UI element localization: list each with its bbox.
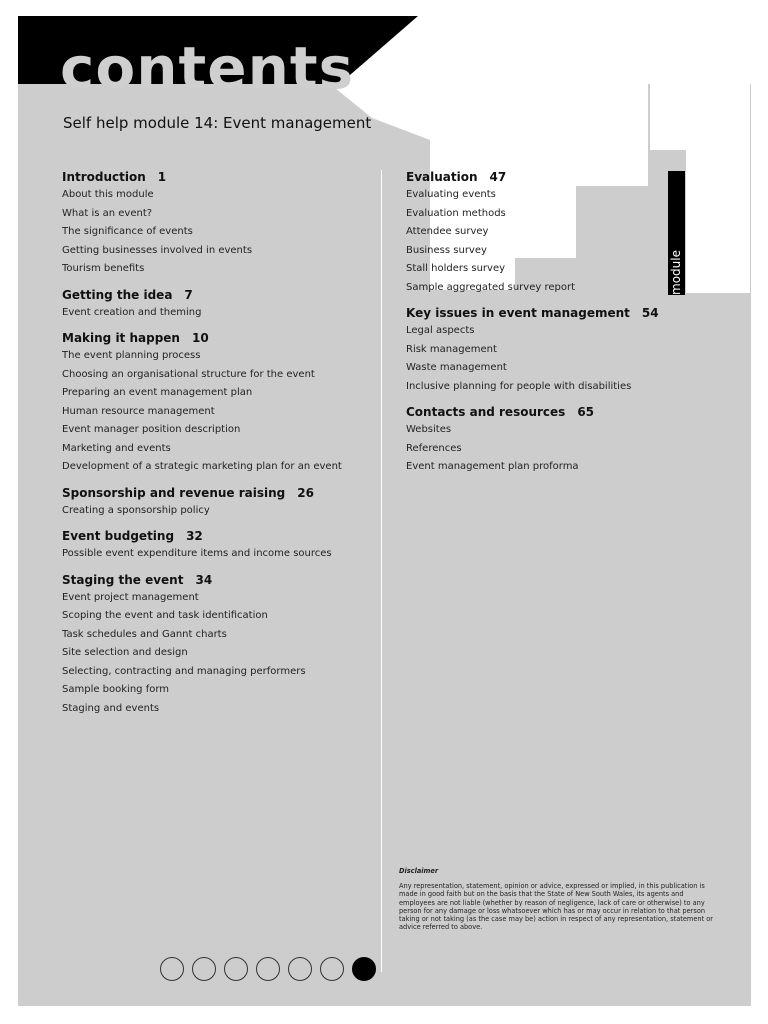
toc-page-number: 7	[184, 287, 193, 302]
toc-heading-text: Key issues in event management	[406, 306, 630, 320]
toc-section	[62, 329, 382, 477]
toc-section	[62, 484, 382, 521]
toc-entry: Evaluating events	[406, 189, 496, 200]
toc-heading-text: Evaluation	[406, 170, 478, 184]
toc-entry: Event project management	[62, 591, 199, 603]
disclaimer-text: Any representation, statement, opinion or advice, expressed or implied, in this publication is made in good faith but on the basis that the State of New South Wales, its agents and employees are not liable (whether by reason of negligence, lack of care or otherwise) to any person for any damage or loss whatsoever which has or may occur in relation to that person taking or not taking (as the case may be) action in respect of any representation, statement or advice referred to above.	[399, 882, 714, 932]
toc-page-number: 32	[186, 529, 203, 543]
toc-entry: Sample booking form	[62, 684, 170, 695]
toc-page-number: 1	[157, 170, 167, 184]
toc-entry: Development of a strategic marketing plan for an event	[62, 461, 342, 472]
toc-heading-text: Staging the event	[62, 572, 184, 587]
toc-entry: Waste management	[406, 362, 507, 373]
toc-entry: About this module	[62, 189, 154, 200]
toc-entry: Marketing and events	[62, 442, 171, 454]
toc-entry: Evaluation methods	[406, 207, 506, 219]
toc-page-number: 26	[297, 485, 314, 500]
toc-section-heading	[62, 329, 382, 347]
toc-entry: Event creation and theming	[62, 306, 202, 318]
page-dot	[224, 957, 248, 981]
toc-section-heading	[62, 484, 382, 502]
toc-entry: Stall holders survey	[406, 263, 506, 274]
toc-entry: Site selection and design	[62, 647, 188, 658]
toc-entry: Selecting, contracting and managing performers	[62, 665, 306, 677]
toc-page-number: 47	[489, 170, 507, 184]
toc-entry: Attendee survey	[406, 226, 489, 237]
toc-entry: References	[406, 442, 462, 454]
disclaimer	[399, 867, 717, 931]
page-dot	[160, 957, 184, 981]
toc-section	[406, 304, 726, 396]
disclaimer-title: Disclaimer	[399, 867, 439, 875]
toc-entry: The significance of events	[62, 226, 193, 237]
toc-section-heading	[406, 168, 726, 186]
toc-entry: The event planning process	[62, 350, 201, 361]
toc-section	[62, 168, 382, 279]
page-dot	[288, 957, 312, 981]
toc-entry: Event manager position description	[62, 424, 241, 435]
toc-entry: Task schedules and Gannt charts	[62, 628, 227, 640]
page-dot	[320, 957, 344, 981]
module-tab-label: module	[669, 250, 683, 295]
toc-entry: Event management plan proforma	[406, 461, 579, 472]
toc-entry: Human resource management	[62, 405, 215, 417]
active-page-dot	[352, 957, 376, 981]
toc-page-number: 65	[577, 405, 595, 419]
toc-section-heading	[62, 527, 382, 545]
toc-heading-text: Introduction	[62, 170, 146, 184]
toc-entry: Sample aggregated survey report	[406, 281, 575, 293]
toc-entry: Possible event expenditure items and income sources	[62, 548, 332, 559]
toc-heading-text: Contacts and resources	[406, 405, 566, 419]
toc-section	[62, 286, 382, 323]
toc-section-heading	[62, 571, 382, 589]
page-dot	[256, 957, 280, 981]
toc-page-number: 34	[195, 572, 213, 587]
toc-page-number: 10	[191, 331, 209, 345]
toc-section-heading	[62, 168, 382, 186]
toc-entry: Scoping the event and task identification	[62, 610, 268, 621]
toc-entry: Risk management	[406, 343, 497, 355]
contents-left-column	[62, 168, 382, 725]
toc-section-heading	[406, 403, 726, 421]
toc-entry: Choosing an organisational structure for the event	[62, 368, 315, 380]
toc-heading-text: Making it happen	[62, 331, 180, 345]
page-dot	[192, 957, 216, 981]
toc-section	[62, 527, 382, 564]
page-title: contents	[60, 34, 355, 102]
toc-section-heading	[62, 286, 382, 304]
toc-section	[406, 403, 726, 477]
toc-entry: Tourism benefits	[62, 263, 145, 274]
contents-right-column	[406, 168, 726, 484]
toc-entry: Preparing an event management plan	[62, 387, 253, 398]
toc-section-heading	[406, 304, 726, 322]
toc-entry: Legal aspects	[406, 325, 475, 336]
toc-section	[406, 168, 726, 297]
toc-entry: What is an event?	[62, 207, 153, 219]
toc-entry: Getting businesses involved in events	[62, 244, 253, 256]
module-subtitle: Self help module 14: Event management	[63, 114, 372, 132]
toc-entry: Websites	[406, 424, 452, 435]
toc-entry: Staging and events	[62, 702, 160, 714]
toc-section	[62, 571, 382, 719]
toc-entry: Business survey	[406, 244, 487, 256]
page-indicator-dots	[160, 957, 376, 983]
toc-heading-text: Getting the idea	[62, 287, 173, 302]
toc-heading-text: Sponsorship and revenue raising	[62, 485, 286, 500]
toc-page-number: 54	[641, 306, 659, 320]
toc-heading-text: Event budgeting	[62, 529, 175, 543]
toc-entry: Creating a sponsorship policy	[62, 504, 210, 516]
toc-entry: Inclusive planning for people with disabilities	[406, 380, 632, 392]
